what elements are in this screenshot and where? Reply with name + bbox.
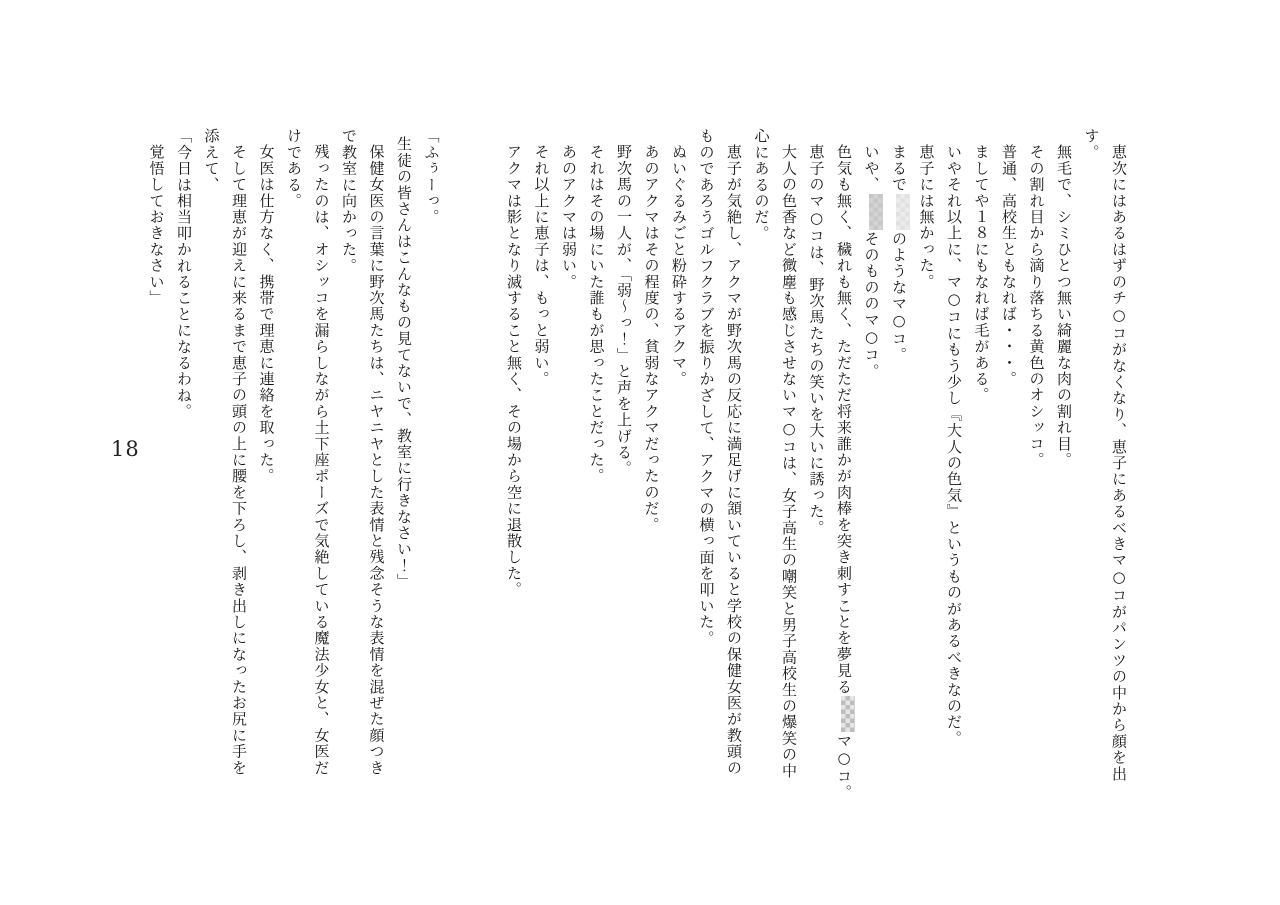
text-line bbox=[1050, 128, 1078, 790]
text-line bbox=[637, 128, 665, 790]
text-run: 女医は仕方なく、携帯で理恵に連絡を取った。 bbox=[257, 144, 276, 485]
text-run: 野次馬の一人が、「弱〜っ！」と声を上げる。 bbox=[615, 144, 633, 477]
text-run: で教室に向かった。 bbox=[340, 128, 358, 274]
censor-mosaic bbox=[869, 194, 883, 230]
body-text bbox=[142, 128, 1132, 801]
text-line bbox=[1022, 128, 1050, 790]
censor-mosaic bbox=[896, 194, 910, 230]
text-run: 「今日は相当叩かれることになるわね。 bbox=[175, 128, 193, 420]
text-run: 「ふぅーっ。 bbox=[422, 128, 441, 226]
text-line bbox=[692, 128, 720, 790]
text-line bbox=[747, 128, 775, 790]
text-run: マ○コ。 bbox=[835, 732, 853, 801]
text-run: 添えて、 bbox=[202, 128, 221, 193]
text-line bbox=[390, 128, 418, 790]
text-run: 生徒の皆さんはこんなもの見てないで、教室に行きなさい！」 bbox=[395, 136, 413, 590]
text-run: それはその場にいた誰もが思ったことだった。 bbox=[587, 144, 606, 485]
text-run: 保健女医の言葉に野次馬たちは、ニヤニヤとした表情と残念そうな表情を混ぜた顔つき bbox=[367, 144, 386, 776]
text-run: それ以上に恵子は、もっと弱い。 bbox=[532, 144, 551, 387]
text-line bbox=[362, 128, 390, 790]
text-line bbox=[610, 128, 638, 790]
text-run: 恵子のマ○コは、野次馬たちの笑いを大いに誘った。 bbox=[807, 144, 826, 536]
text-run: いや、 bbox=[862, 144, 881, 193]
blank-line bbox=[445, 128, 473, 790]
text-line bbox=[307, 128, 335, 790]
text-line bbox=[1077, 128, 1105, 790]
text-line bbox=[802, 128, 830, 790]
text-line bbox=[280, 128, 308, 790]
text-run: ましてや１８にもなれば毛がある。 bbox=[972, 144, 991, 404]
text-line bbox=[225, 128, 253, 790]
text-line bbox=[1105, 128, 1133, 790]
text-run: あのアクマはその程度の、貧弱なアクマだったのだ。 bbox=[642, 144, 661, 533]
text-line bbox=[995, 128, 1023, 790]
text-line bbox=[335, 128, 363, 790]
text-line bbox=[940, 128, 968, 790]
text-line bbox=[885, 128, 913, 790]
blank-line bbox=[472, 128, 500, 790]
text-line bbox=[142, 128, 170, 790]
text-line bbox=[665, 128, 693, 790]
text-line bbox=[500, 128, 528, 790]
censor-mosaic bbox=[841, 696, 855, 732]
text-run: 恵子が気絶し、アクマが野次馬の反応に満足げに頷いていると学校の保健女医が教頭の bbox=[725, 144, 743, 776]
text-run: いやそれ以上に、マ○コにもう少し『大人の色気』というものがあるべきなのだ。 bbox=[945, 144, 963, 747]
text-run: のようなマ○コ。 bbox=[890, 230, 908, 364]
text-line bbox=[830, 128, 858, 801]
text-run: ぬいぐるみごと粉砕するアクマ。 bbox=[670, 144, 688, 387]
text-line bbox=[252, 128, 280, 790]
text-line bbox=[197, 128, 225, 790]
text-line bbox=[967, 128, 995, 790]
text-line bbox=[775, 128, 803, 790]
text-run: その割れ目から滴り落ちる黄色のオシッコ。 bbox=[1027, 144, 1046, 468]
text-run: そのもののマ○コ。 bbox=[862, 230, 881, 380]
text-run: 大人の色香など微塵も感じさせないマ○コは、女子高生の嘲笑と男子高校生の爆笑の中 bbox=[780, 144, 798, 779]
text-line bbox=[527, 128, 555, 790]
text-line bbox=[417, 128, 445, 790]
text-line bbox=[170, 128, 198, 790]
text-line bbox=[857, 128, 885, 790]
text-run: あのアクマは弱い。 bbox=[560, 144, 578, 290]
text-run: アクマは影となり滅すること無く、その場から空に退散した。 bbox=[505, 144, 523, 598]
text-line bbox=[582, 128, 610, 790]
text-run: 普通、高校生ともなれば・・・。 bbox=[1000, 144, 1018, 387]
text-run: 色気も無く、穢れも無く、ただただ将来誰かが肉棒を突き刺すことを夢見る bbox=[835, 144, 853, 695]
text-run: そして理恵が迎えに来るまで恵子の頭の上に腰を下ろし、剥き出しになったお尻に手を bbox=[230, 144, 248, 776]
page-number: 18 bbox=[111, 437, 140, 461]
text-line bbox=[912, 128, 940, 790]
text-run: す。 bbox=[1082, 128, 1101, 161]
text-line bbox=[555, 128, 583, 790]
text-run: 無毛で、シミひとつ無い綺麗な肉の割れ目。 bbox=[1055, 144, 1073, 468]
text-run: 恵次にはあるはずのチ○コがなくなり、恵子にあるべきマ○コがパンツの中から顔を出 bbox=[1110, 144, 1128, 782]
text-run: 恵子には無かった。 bbox=[917, 144, 936, 290]
text-line bbox=[720, 128, 748, 790]
text-run: ものであろうゴルフクラブを振りかざして、アクマの横っ面を叩いた。 bbox=[697, 128, 716, 647]
text-run: 覚悟しておきなさい」 bbox=[147, 144, 166, 306]
text-run: 残ったのは、オシッコを漏らしながら土下座ポーズで気絶している魔法少女と、女医だ bbox=[312, 144, 331, 776]
text-run: 心にあるのだ。 bbox=[752, 128, 771, 242]
text-run: まるで bbox=[890, 144, 908, 193]
text-run: けである。 bbox=[285, 128, 303, 209]
